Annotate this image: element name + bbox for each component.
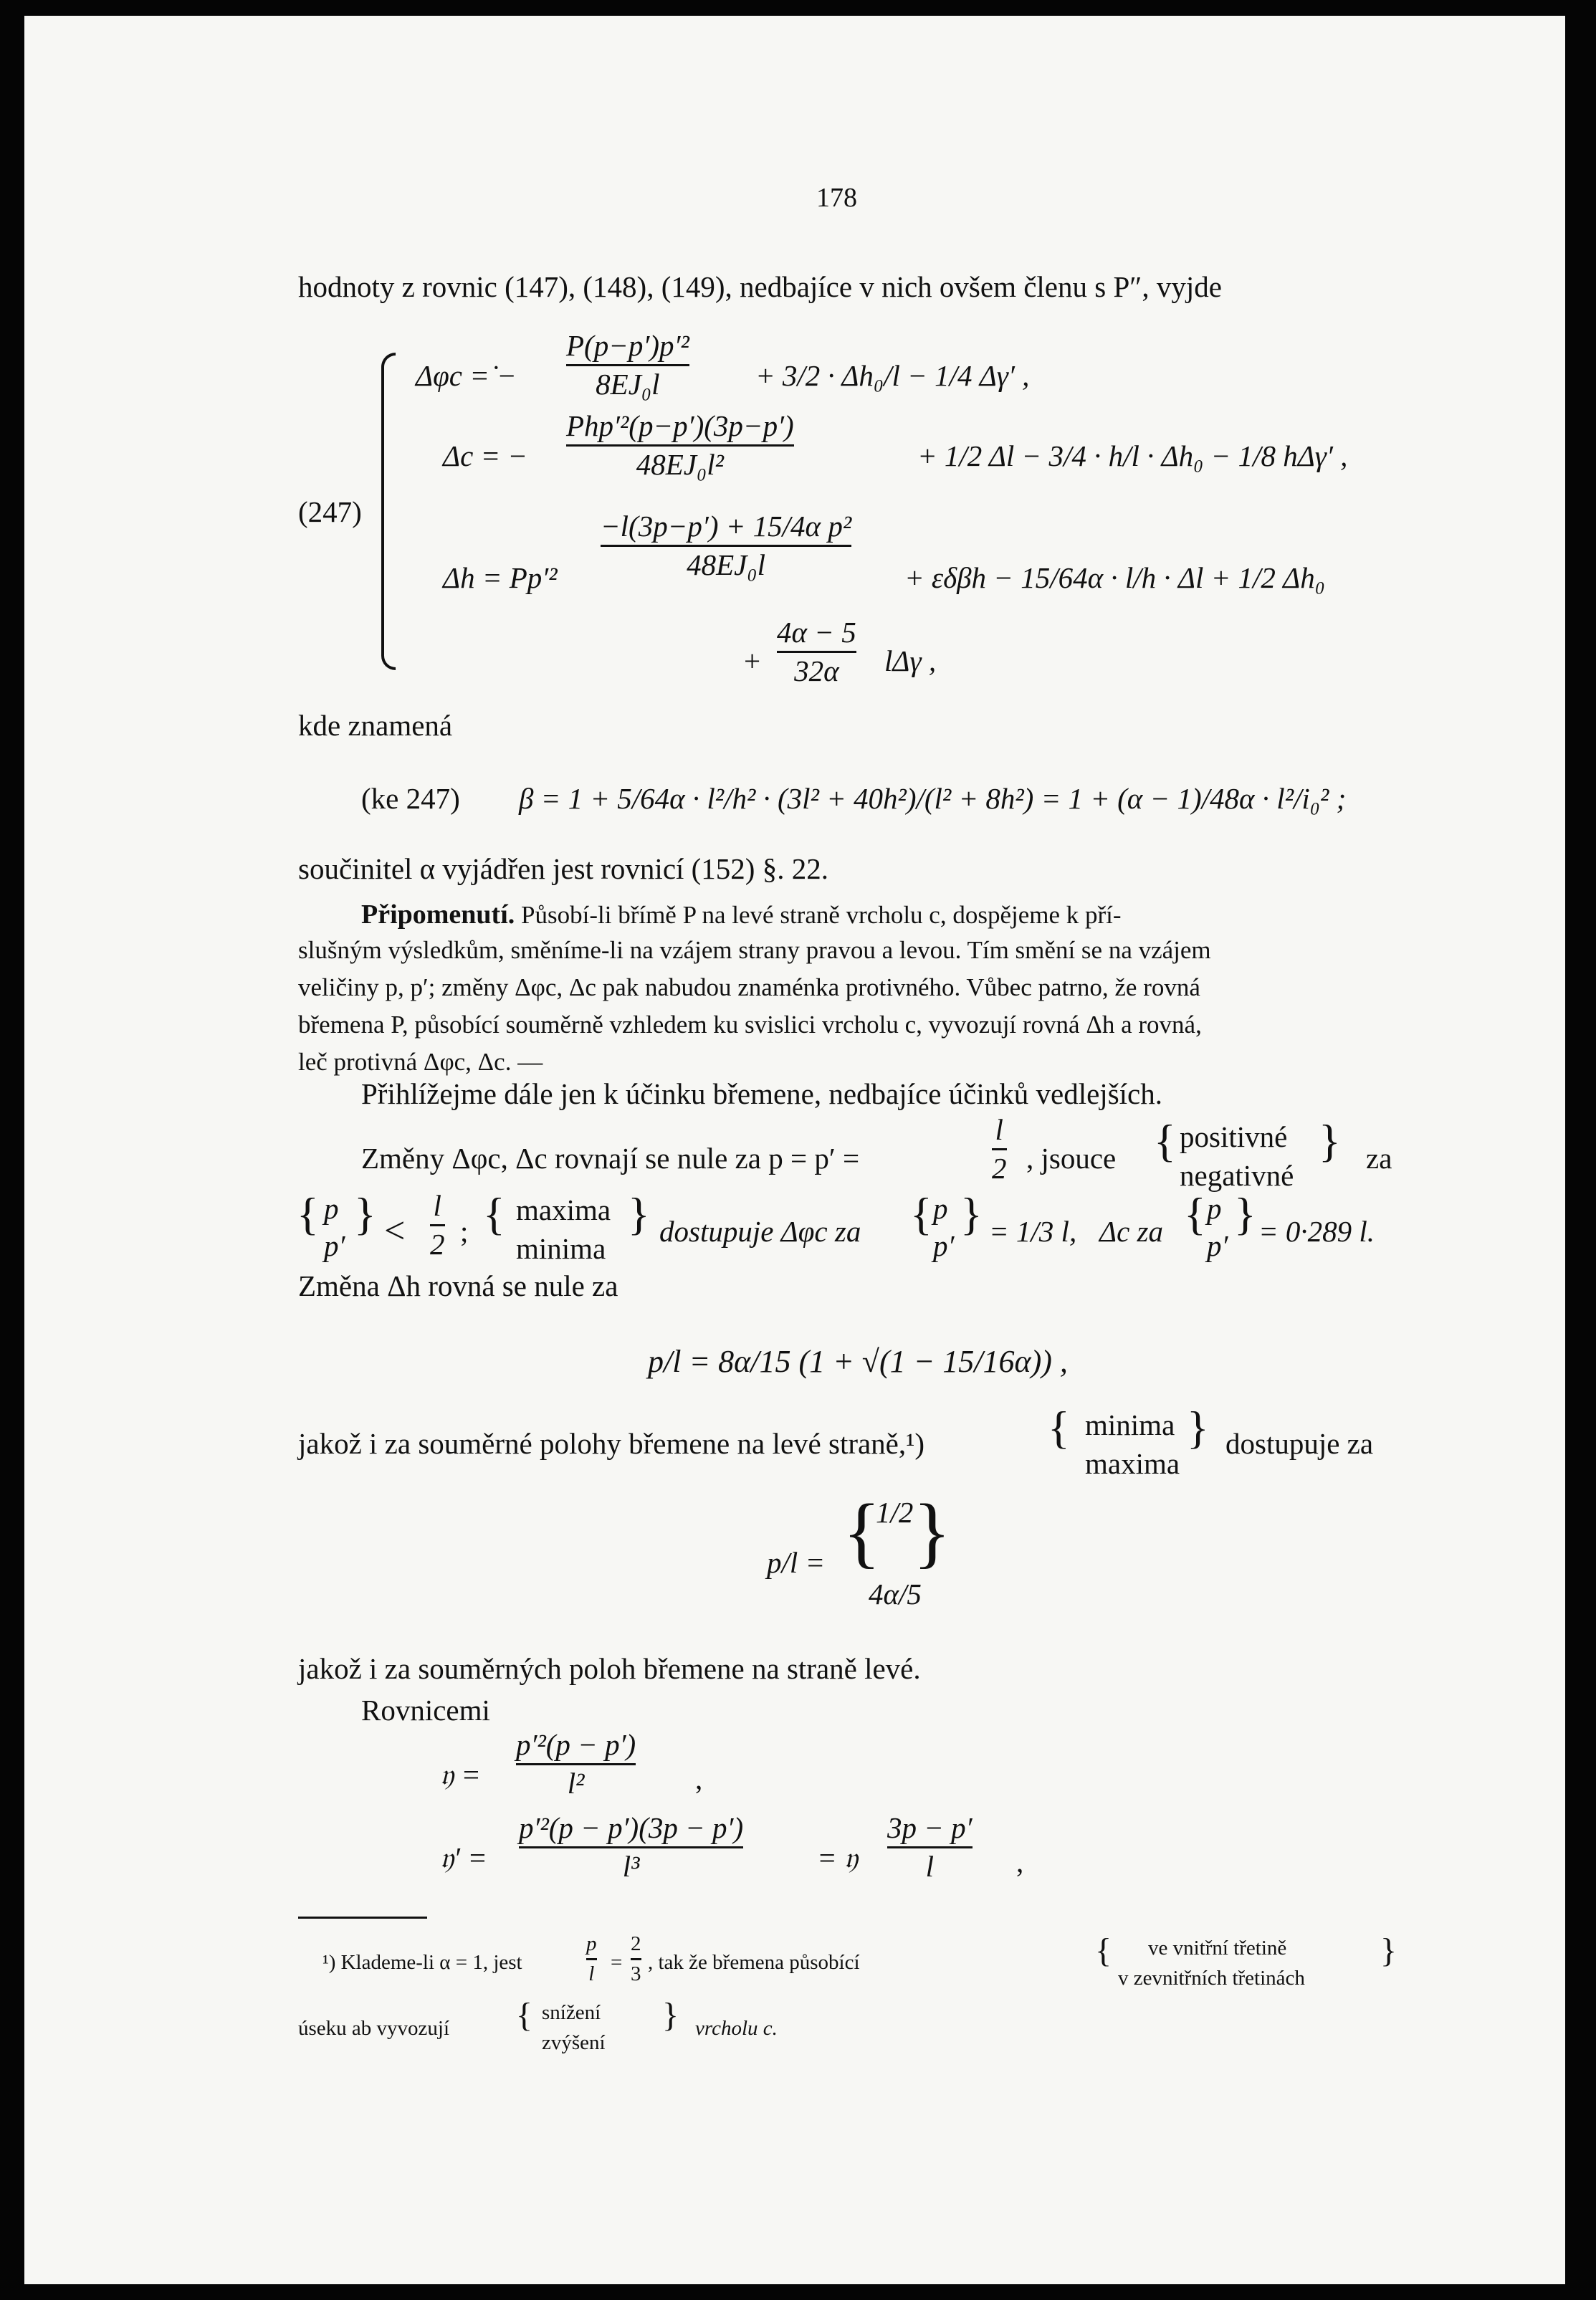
eq3-denominator: 48EJ₀l (687, 548, 765, 581)
p-option-3: p (1207, 1192, 1222, 1225)
option-positivne: positivné (1180, 1120, 1288, 1153)
pripomenuti-line-2: slušným výsledkům, směníme-li na vzájem strany pravou a levou. Tím smění se na vzájem (298, 936, 1211, 964)
eq-0289-l: = 0·289 l. (1258, 1215, 1375, 1248)
footnote-frac-den: l (588, 1962, 595, 1985)
footnote-value-num: 2 (631, 1932, 641, 1955)
eta-prime-num: p′²(p − p′)(3p − p′) (519, 1811, 744, 1844)
footnote-text-1: ¹) Klademe-li α = 1, jest (322, 1951, 522, 1974)
option-maxima-2: maxima (1085, 1447, 1180, 1480)
brace-left-icon: { (297, 1188, 319, 1239)
brace-right-icon: } (662, 1996, 679, 2034)
page-number: 178 (816, 183, 857, 213)
zmeny-frac-num: l (995, 1113, 1003, 1146)
eq1-fraction (566, 331, 689, 399)
dc-za: Δc za (1099, 1215, 1163, 1248)
pripomenuti-line-3: veličiny p, p′; změny Δφc, Δc pak nabudou znaménka protivného. Vůbec patrno, že rovná (298, 973, 1200, 1001)
eq4-fraction (777, 618, 856, 686)
footnote-value-den: 3 (631, 1962, 641, 1985)
pripomenuti-line-1 (361, 899, 1122, 930)
brace-right-icon: } (628, 1188, 650, 1239)
eq2-numerator: Php′²(p−p′)(3p−p′) (566, 409, 794, 442)
p-prime-option-3: p′ (1207, 1229, 1228, 1262)
footnote-eq: = (611, 1951, 623, 1974)
eq1-denominator: 8EJ₀l (596, 368, 660, 401)
zmeny-za: za (1366, 1142, 1392, 1175)
p-option-2: p (933, 1192, 948, 1225)
footnote-rule (298, 1917, 427, 1919)
pripomenuti-line-4: břemena P, působící souměrně vzhledem ku svislici vrcholu c, vyvozují rovná Δh a rovná, (298, 1011, 1202, 1039)
eq1-numerator: P(p−p′)p′² (566, 329, 689, 362)
eta-prime-fraction (519, 1813, 743, 1881)
brace-left-icon: { (1184, 1188, 1206, 1239)
eta-den: l² (567, 1767, 585, 1800)
eq2-denominator: 48EJ₀l² (636, 448, 724, 481)
eq3-fraction (601, 512, 851, 580)
brace-right-icon: } (960, 1188, 983, 1239)
zmeny-fraction (992, 1115, 1007, 1183)
brace-left-icon: { (910, 1188, 932, 1239)
eta-prime-lhs: 𝔶′ = (440, 1841, 487, 1874)
eq3-lhs: Δh = Pp′² (443, 561, 558, 594)
equation-p-over-l: p/l = 8α/15 (1 + √(1 − 15/16α)) , (648, 1344, 1068, 1379)
option-negativne: negativné (1180, 1159, 1294, 1192)
rovnicemi: Rovnicemi (361, 1694, 490, 1727)
footnote-fraction-pl (586, 1934, 597, 1985)
option-half: 1/2 (876, 1496, 914, 1529)
eta-fraction (516, 1730, 636, 1798)
eta-prime-fraction-2 (887, 1813, 973, 1881)
eq-third-l: = 1/3 l, (989, 1215, 1077, 1248)
eq2-lhs: Δc = − (443, 439, 528, 472)
eq4-post: lΔγ , (884, 644, 937, 677)
footnote-text-2: , tak že břemena působící (648, 1951, 860, 1974)
eq4-denominator: 32α (794, 654, 839, 687)
soucinitel-line: součinitel α vyjádřen jest rovnicí (152) §. 22. (298, 852, 828, 885)
pripomenuti-title: Připomenutí. (361, 900, 515, 930)
brace-left-icon: { (1154, 1115, 1176, 1166)
eta-prime-den-2: l (925, 1850, 935, 1883)
footnote-fraction-23 (631, 1934, 641, 1985)
option-minima-2: minima (1085, 1408, 1175, 1441)
brace-left-icon: { (516, 1996, 533, 2034)
document-page (24, 16, 1565, 2284)
brace-right-icon: } (1319, 1115, 1341, 1166)
brace-right-icon: } (1380, 1932, 1397, 1970)
eta-prime-den: l³ (622, 1850, 640, 1883)
brace-left-icon: { (1095, 1932, 1112, 1970)
brace-left-icon: { (843, 1488, 881, 1575)
footnote-option-1: ve vnitřní třetině (1148, 1937, 1287, 1960)
beta-equation: β = 1 + 5/64α · l²/h² · (3l² + 40h²)/(l² + 8h²) = 1 + (α − 1)/48α · l²/i₀² ; (519, 782, 1347, 815)
brace-left-icon: { (1048, 1402, 1070, 1453)
jakoz-line-2: jakož i za souměrných poloh břemene na straně levé. (298, 1652, 921, 1685)
p-prime-option: p′ (324, 1229, 345, 1262)
p-prime-option-2: p′ (933, 1229, 955, 1262)
dostupuje-dphi: dostupuje Δφc za (659, 1215, 861, 1248)
brace-right-icon: } (354, 1188, 376, 1239)
beta-label: (ke 247) (361, 782, 460, 815)
eq2-fraction (566, 411, 794, 479)
zmena-dh: Změna Δh rovná se nule za (298, 1269, 618, 1302)
equation-label-247: (247) (298, 495, 362, 528)
eq1-lhs: Δφc =̇ − (416, 359, 517, 392)
half-l-den: 2 (430, 1228, 445, 1261)
brace-right-icon: } (1234, 1188, 1256, 1239)
prihlizejme-line: Přihlížejme dále jen k účinku břemene, nedbajíce účinků vedlejších. (361, 1077, 1162, 1110)
eta-lhs: 𝔶 = (440, 1758, 481, 1791)
footnote-text-4: vrcholu c. (695, 2017, 778, 2040)
semicolon: ; (460, 1215, 469, 1248)
zmeny-frac-den: 2 (992, 1152, 1007, 1185)
pripomenuti-line-5: leč protivná Δφc, Δc. — (298, 1048, 543, 1076)
p-option: p (324, 1192, 339, 1225)
less-than: < (384, 1211, 406, 1251)
equation-p-over-l-2: p/l = (767, 1546, 826, 1579)
brace-left-icon: { (483, 1188, 505, 1239)
brace-right-icon: } (913, 1488, 951, 1575)
equation-system-brace (381, 353, 396, 670)
pripomenuti-text-1: Působí-li břímě P na levé straně vrcholu c, dospějeme k pří- (521, 901, 1122, 929)
footnote-frac-num: p (586, 1932, 597, 1955)
option-maxima: maxima (516, 1193, 611, 1226)
footnote-option-4: zvýšení (542, 2031, 606, 2054)
eta-prime-comma: , (1016, 1846, 1024, 1879)
intro-line: hodnoty z rovnic (147), (148), (149), nedbajíce v nich ovšem členu s P″, vyjde (298, 270, 1222, 303)
jakoz-line-1: jakož i za souměrné polohy břemene na levé straně,¹) (298, 1427, 925, 1460)
option-4a-5: 4α/5 (869, 1578, 922, 1611)
eta-prime-mid: = 𝔶 (817, 1841, 858, 1874)
eq3-numerator: −l(3p−p′) + 15/4α p² (601, 510, 852, 543)
eq2-rest: + 1/2 Δl − 3/4 · h/l · Δh₀ − 1/8 hΔγ′ , (917, 439, 1348, 472)
footnote-text-3: úseku ab vyvozují (298, 2017, 450, 2040)
footnote-option-3: snížení (542, 2001, 601, 2024)
brace-right-icon: } (1187, 1402, 1209, 1453)
half-l-fraction (430, 1191, 445, 1259)
half-l-num: l (433, 1189, 441, 1222)
eta-num: p′²(p − p′) (516, 1728, 636, 1761)
kde-znamena: kde znamená (298, 709, 453, 742)
eq4-plus: + (744, 644, 761, 677)
eta-comma: , (695, 1762, 703, 1795)
eq3-rest: + εδβh − 15/64α · l/h · Δl + 1/2 Δh₀ (904, 561, 1325, 594)
zmeny-text: Změny Δφc, Δc rovnají se nule za p = p′ = (361, 1142, 860, 1175)
zmeny-jsouce: , jsouce (1026, 1142, 1117, 1175)
eq1-rest: + 3/2 · Δh₀/l − 1/4 Δγ′ , (755, 359, 1030, 392)
footnote-option-2: v zevnitřních třetinách (1118, 1967, 1305, 1990)
eq4-numerator: 4α − 5 (777, 616, 856, 649)
option-minima: minima (516, 1232, 606, 1265)
dostupuje-za: dostupuje za (1225, 1427, 1374, 1460)
eta-prime-num-2: 3p − p′ (887, 1811, 973, 1844)
